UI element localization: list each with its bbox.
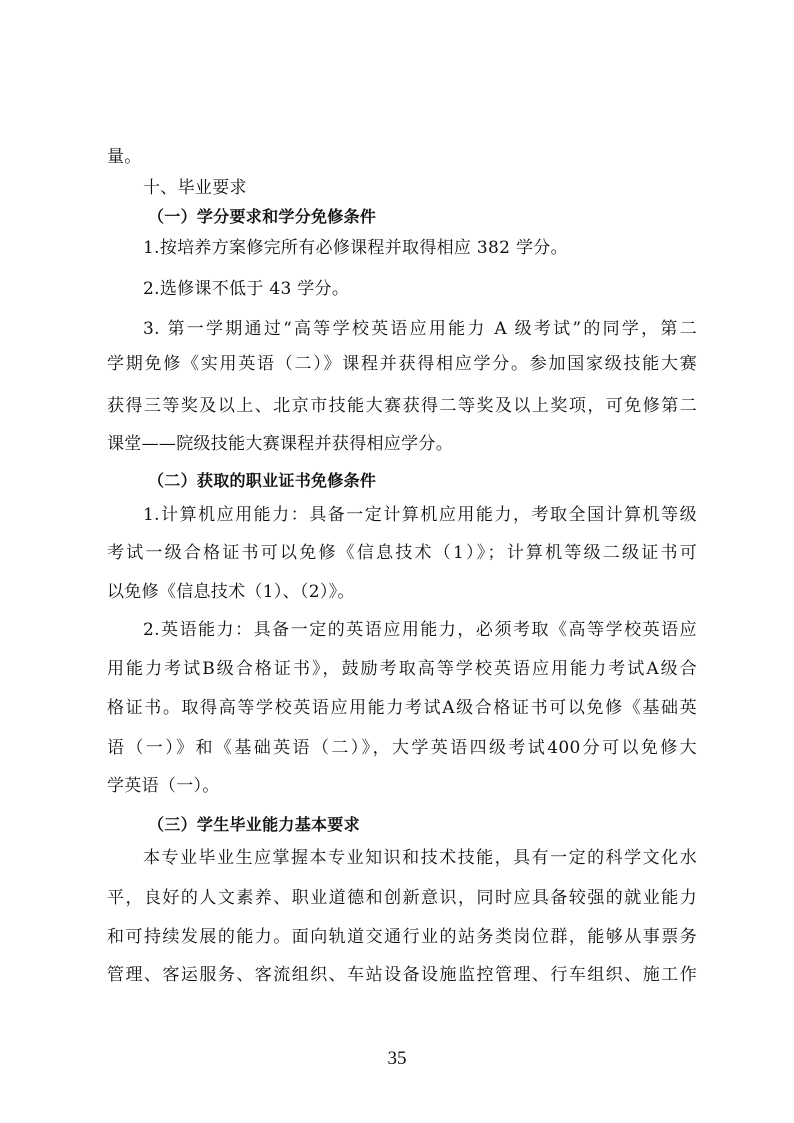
section-heading: 十、毕业要求	[143, 178, 247, 198]
requirement-item-3-line-4: 课堂——院级技能大赛课程并获得相应学分。	[107, 434, 453, 454]
certificate-item-2-line-5: 学英语（一）。	[107, 776, 220, 796]
requirement-item-1: 1.按培养方案修完所有必修课程并取得相应 382 学分。	[143, 238, 568, 258]
certificate-item-1-line-2: 考试一级合格证书可以免修《信息技术（1）》；计算机等级二级证书可	[107, 543, 697, 563]
certificate-item-1-line-1: 1.计算机应用能力：具备一定计算机应用能力，考取全国计算机等级	[143, 505, 697, 525]
certificate-item-2-line-4: 语（一）》和《基础英语（二）》，大学英语四级考试400分可以免修大	[107, 738, 697, 758]
ability-paragraph-line-1: 本专业毕业生应掌握本专业知识和技术技能，具有一定的科学文化水	[143, 848, 697, 868]
certificate-item-2-line-3: 格证书。取得高等学校英语应用能力考试A级合格证书可以免修《基础英	[107, 698, 697, 718]
page-number: 35	[387, 1048, 407, 1069]
ability-paragraph-line-3: 和可持续发展的能力。面向轨道交通行业的站务类岗位群，能够从事票务	[107, 927, 697, 947]
subsection-heading-2: （二）获取的职业证书免修条件	[148, 471, 377, 490]
certificate-item-2-line-1: 2.英语能力：具备一定的英语应用能力，必须考取《高等学校英语应	[143, 620, 697, 640]
certificate-item-1-line-3: 以免修《信息技术（1）、（2）》。	[107, 582, 355, 602]
requirement-item-3-line-2: 学期免修《实用英语（二）》课程并获得相应学分。参加国家级技能大赛	[107, 354, 697, 374]
subsection-heading-1: （一）学分要求和学分免修条件	[148, 207, 377, 226]
requirement-item-3-line-3: 获得三等奖及以上、北京市技能大赛获得二等奖及以上奖项，可免修第二	[107, 396, 697, 416]
paragraph-line-end: 量。	[107, 147, 142, 167]
ability-paragraph-line-2: 平，良好的人文素养、职业道德和创新意识，同时应具备较强的就业能力	[107, 888, 697, 908]
subsection-heading-3: （三）学生毕业能力基本要求	[148, 815, 360, 834]
ability-paragraph-line-4: 管理、客运服务、客流组织、车站设备设施监控管理、行车组织、施工作	[107, 965, 697, 985]
requirement-item-3-line-1: 3. 第一学期通过“高等学校英语应用能力 A 级考试”的同学，第二	[143, 319, 697, 339]
requirement-item-2: 2.选修课不低于 43 学分。	[143, 279, 350, 299]
certificate-item-2-line-2: 用能力考试B级合格证书》，鼓励考取高等学校英语应用能力考试A级合	[107, 659, 697, 679]
